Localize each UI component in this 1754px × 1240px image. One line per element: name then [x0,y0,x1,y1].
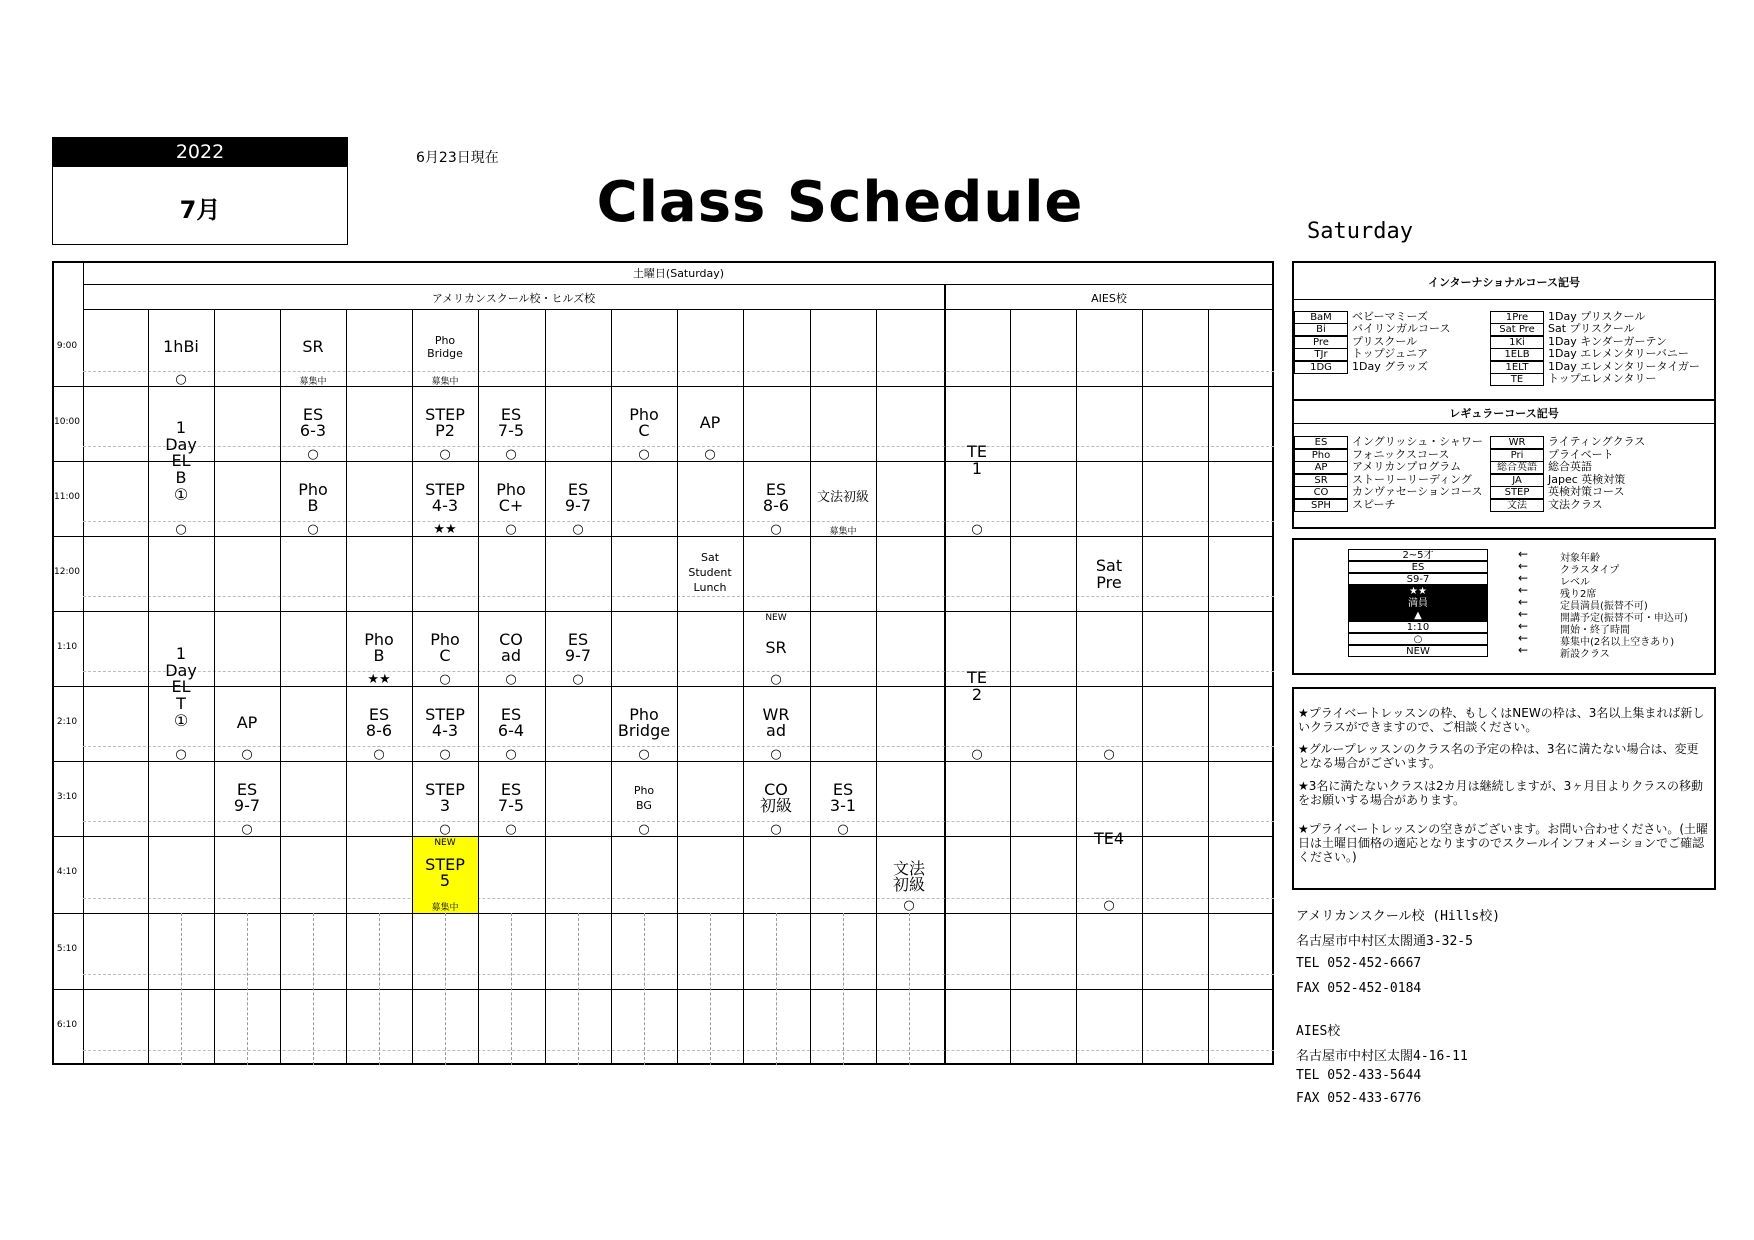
class-name: STEP [425,480,465,499]
note-text: ★3名に満たないクラスは2カ月は継続しますが、3ヶ月目よりクラスの移動をお願いする場合があります。 [1298,779,1703,807]
class-name: 9-7 [564,496,592,515]
class-name: 9-7 [564,646,592,665]
class-status: ○ [638,747,650,762]
arrow-icon: ← [1518,571,1529,585]
class-name: TE [967,668,987,687]
key-box: 2~5才 [1348,549,1488,561]
class-status: ○ [770,522,782,537]
class-name: 1 [971,459,983,478]
note-text: ★プライベートレッスンの枠、もしくはNEWの枠は、3名以上集まれば新しいクラスができますので、ご相談ください。 [1298,706,1705,734]
schedule-grid [52,261,1274,1065]
class-name: STEP [425,855,465,874]
school1-tel: TEL 052-452-6667 [1296,956,1422,971]
key-box: ES [1348,561,1488,573]
key-desc: 残り2席 [1560,589,1597,600]
arrow-icon: ← [1518,595,1529,609]
legend-row: ES イングリッシュ・シャワー [1294,436,1483,449]
class-name: 初級 [892,875,925,894]
class-status: ○ [439,822,451,837]
class-name: ① [173,711,189,730]
legend-row: BaM ベビーマミーズ [1294,311,1428,324]
arrow-icon: ← [1518,559,1529,573]
legend-row: CO カンヴァセーションコース [1294,486,1482,499]
class-name: Pho [434,334,456,347]
class-name: ES [368,705,390,724]
class-name: CO [764,780,788,799]
arrow-icon: ← [1518,643,1529,657]
class-status: ○ [241,822,253,837]
class-status: ○ [175,522,187,537]
school2-tel: TEL 052-433-5644 [1296,1068,1422,1083]
class-name: ES [832,780,854,799]
class-name: 9-7 [233,796,261,815]
class-name: C [439,646,451,665]
class-status: 募集中 [431,903,459,913]
class-status: ○ [971,522,983,537]
legend-row: Bi バイリンガルコース [1294,323,1450,336]
school2-fax: FAX 052-433-6776 [1296,1091,1422,1106]
class-name: Pho [629,405,659,424]
class-name: TE [967,442,987,461]
class-name: Pho [629,705,659,724]
legend-row: Pho フォニックスコース [1294,449,1449,462]
class-name: ES [765,480,787,499]
class-status: ○ [307,522,319,537]
class-status: ○ [770,747,782,762]
class-status: ○ [505,822,517,837]
school1-name: アメリカンスクール校 (Hills校) [1296,909,1501,924]
year-month-box [52,137,348,245]
class-name: 5 [439,871,451,890]
class-status: ○ [505,672,517,687]
key-desc: レベル [1560,577,1590,588]
class-name: 8-6 [762,496,790,515]
day-label: Saturday [1307,219,1413,244]
class-name: CO [499,630,523,649]
regular-legend-title: レギュラーコース記号 [1449,407,1559,420]
legend-row: 1Pre 1Day プリスクール [1490,311,1645,324]
class-name: Pre [1096,573,1122,592]
class-name: ES [500,405,522,424]
class-status: 募集中 [829,527,857,537]
class-name: ES [567,630,589,649]
class-name: Bridge [427,347,463,360]
year-label: 2022 [53,138,347,167]
class-name: EL [171,677,191,696]
intl-legend-title: インターナショナルコース記号 [1427,276,1581,289]
as-of-date: 6月23日現在 [416,150,499,166]
class-name: B [175,468,187,487]
legend-row: Pre プリスクール [1294,336,1417,349]
key-desc: クラスタイプ [1560,565,1620,576]
class-name: ES [500,705,522,724]
class-name: 1hBi [163,337,199,356]
class-name: 7-5 [497,421,525,440]
legend-row: 1ELB 1Day エレメンタリーバニー [1490,348,1689,361]
class-name: 4-3 [431,496,459,515]
new-badge: NEW [765,613,787,623]
class-name: ES [236,780,258,799]
class-name: B [307,496,319,515]
class-name: 文法 [892,859,925,878]
class-name: 2 [971,685,983,704]
arrow-icon: ← [1518,607,1529,621]
time-label: 6:10 [56,1020,78,1030]
class-name: STEP [425,405,465,424]
class-name: P2 [435,421,455,440]
legend-row: TE トップエレメンタリー [1490,373,1656,386]
class-name: EL [171,451,191,470]
legend-row: 1DG 1Day グラッズ [1294,361,1428,374]
class-name: ad [501,646,521,665]
class-status: ○ [505,522,517,537]
class-name: AP [699,413,721,432]
class-name: 初級 [759,796,792,815]
class-name: Pho [430,630,460,649]
class-status: ★★ [367,672,391,687]
class-name: ES [500,780,522,799]
class-status: ○ [439,672,451,687]
class-status: ○ [175,372,187,387]
class-name: Student [688,566,732,579]
class-name: 7-5 [497,796,525,815]
key-box: 満員 [1348,597,1488,609]
class-name: STEP [425,780,465,799]
class-name: 文法初級 [816,490,869,505]
class-name: Day [165,661,197,680]
key-desc: 募集中(2名以上空きあり) [1560,637,1675,648]
class-status: ○ [638,447,650,462]
class-name: ES [302,405,324,424]
class-status: 募集中 [299,377,327,387]
class-name: Pho [633,784,655,797]
class-status: ○ [439,747,451,762]
legend-row: 1ELT 1Day エレメンタリータイガー [1490,361,1700,374]
class-name: 1 [175,418,187,437]
legend-row: TJr トップジュニア [1294,348,1428,361]
class-status: ○ [638,822,650,837]
key-box: ▲ [1348,609,1488,621]
class-name: B [373,646,385,665]
class-name: 3 [439,796,451,815]
class-name: Pho [496,480,526,499]
school-a-header: アメリカンスクール校・ヒルズ校 [431,292,596,305]
class-name: BG [636,799,652,812]
time-label: 2:10 [56,717,78,727]
class-status: ○ [704,447,716,462]
legend-row: 文法 文法クラス [1490,499,1603,512]
class-name: 8-6 [365,721,393,740]
class-status: ○ [971,747,983,762]
key-desc: 新設クラス [1560,649,1610,660]
legend-row: SPH スピーチ [1294,499,1396,512]
class-name: STEP [425,705,465,724]
legend-row: Sat Pre Sat プリスクール [1490,323,1635,336]
class-status: ○ [770,672,782,687]
legend-row: JA Japec 英検対策 [1490,474,1625,487]
class-name: Sat [1095,556,1123,575]
class-status: ○ [175,747,187,762]
class-name: Sat [700,551,720,564]
class-status: ○ [241,747,253,762]
key-desc: 対象年齢 [1560,553,1600,564]
class-status: ○ [572,522,584,537]
key-desc: 開始・終了時間 [1560,625,1630,636]
time-label: 4:10 [56,867,78,877]
month-label: 7月 [179,196,221,224]
time-label: 5:10 [56,944,78,954]
class-status: ★★ [433,522,457,537]
school1-address: 名古屋市中村区太閤通3-32-5 [1296,934,1473,949]
school2-address: 名古屋市中村区太閤4-16-11 [1296,1049,1468,1064]
arrow-icon: ← [1518,547,1529,561]
class-name: Lunch [693,581,727,594]
time-label: 11:00 [54,492,80,502]
class-name: T [176,694,186,713]
class-status: ○ [439,447,451,462]
class-name: 6-3 [299,421,327,440]
grid-day-header: 土曜日(Saturday) [632,267,725,280]
arrow-icon: ← [1518,619,1529,633]
note-text: ★プライベートレッスンの空きがございます。お問い合わせください。(土曜日は土曜日価格の適応となりますのでスクールインフォメーションでご確認ください。) [1298,822,1709,864]
legend-row: SR ストーリーリーディング [1294,474,1472,487]
class-status: ○ [505,747,517,762]
class-name: SR [302,337,324,356]
school2-name: AIES校 [1296,1024,1341,1039]
school1-fax: FAX 052-452-0184 [1296,981,1422,996]
class-name: WR [762,705,790,724]
class-name: C+ [498,496,524,515]
key-desc: 定員満員(振替不可) [1560,601,1648,612]
class-name: Pho [364,630,394,649]
class-name: TE4 [1093,829,1125,848]
class-name: Day [165,435,197,454]
note-text: ★グループレッスンのクラス名の予定の枠は、3名に満たない場合は、変更となる場合がございます。 [1298,742,1699,770]
time-label: 10:00 [54,417,80,427]
class-status: 募集中 [431,377,459,387]
class-status: ○ [307,447,319,462]
key-box: NEW [1348,645,1488,657]
time-label: 3:10 [56,792,78,802]
class-status: ○ [1103,898,1115,913]
legend-row: 総合英語 総合英語 [1490,461,1592,474]
class-status: ○ [373,747,385,762]
class-status: ○ [837,822,849,837]
class-name: Bridge [617,721,671,740]
class-status: ○ [770,822,782,837]
key-desc: 開講予定(振替不可・申込可) [1560,613,1688,624]
arrow-icon: ← [1518,583,1529,597]
class-name: 4-3 [431,721,459,740]
key-box: ○ [1348,633,1488,645]
page-title: Class Schedule [596,170,1084,235]
time-label: 1:10 [56,642,78,652]
class-name: C [638,421,650,440]
class-name: 3-1 [829,796,857,815]
class-status: ○ [903,898,915,913]
key-box: S9-7 [1348,573,1488,585]
time-label: 12:00 [54,567,80,577]
class-status: ○ [572,672,584,687]
time-label: 9:00 [56,341,78,351]
key-box: ★★ [1348,585,1488,597]
class-name: 1 [175,644,187,663]
school-b-header: AIES校 [1091,292,1127,305]
legend-row: 1Ki 1Day キンダーガーテン [1490,336,1667,349]
key-box: 1:10 [1348,621,1488,633]
class-name: ES [567,480,589,499]
class-status: ○ [1103,747,1115,762]
class-name: ad [766,721,786,740]
legend-row: AP アメリカンプログラム [1294,461,1461,474]
legend-row: STEP 英検対策コース [1490,486,1624,499]
class-name: SR [765,638,787,657]
class-name: 6-4 [497,721,525,740]
class-status: ○ [505,447,517,462]
arrow-icon: ← [1518,631,1529,645]
class-name: ① [173,485,189,504]
class-name: Pho [298,480,328,499]
new-badge: NEW [434,838,456,848]
legend-row: WR ライティングクラス [1490,436,1645,449]
legend-row: Pri プライベート [1490,449,1614,462]
class-name: AP [236,713,258,732]
